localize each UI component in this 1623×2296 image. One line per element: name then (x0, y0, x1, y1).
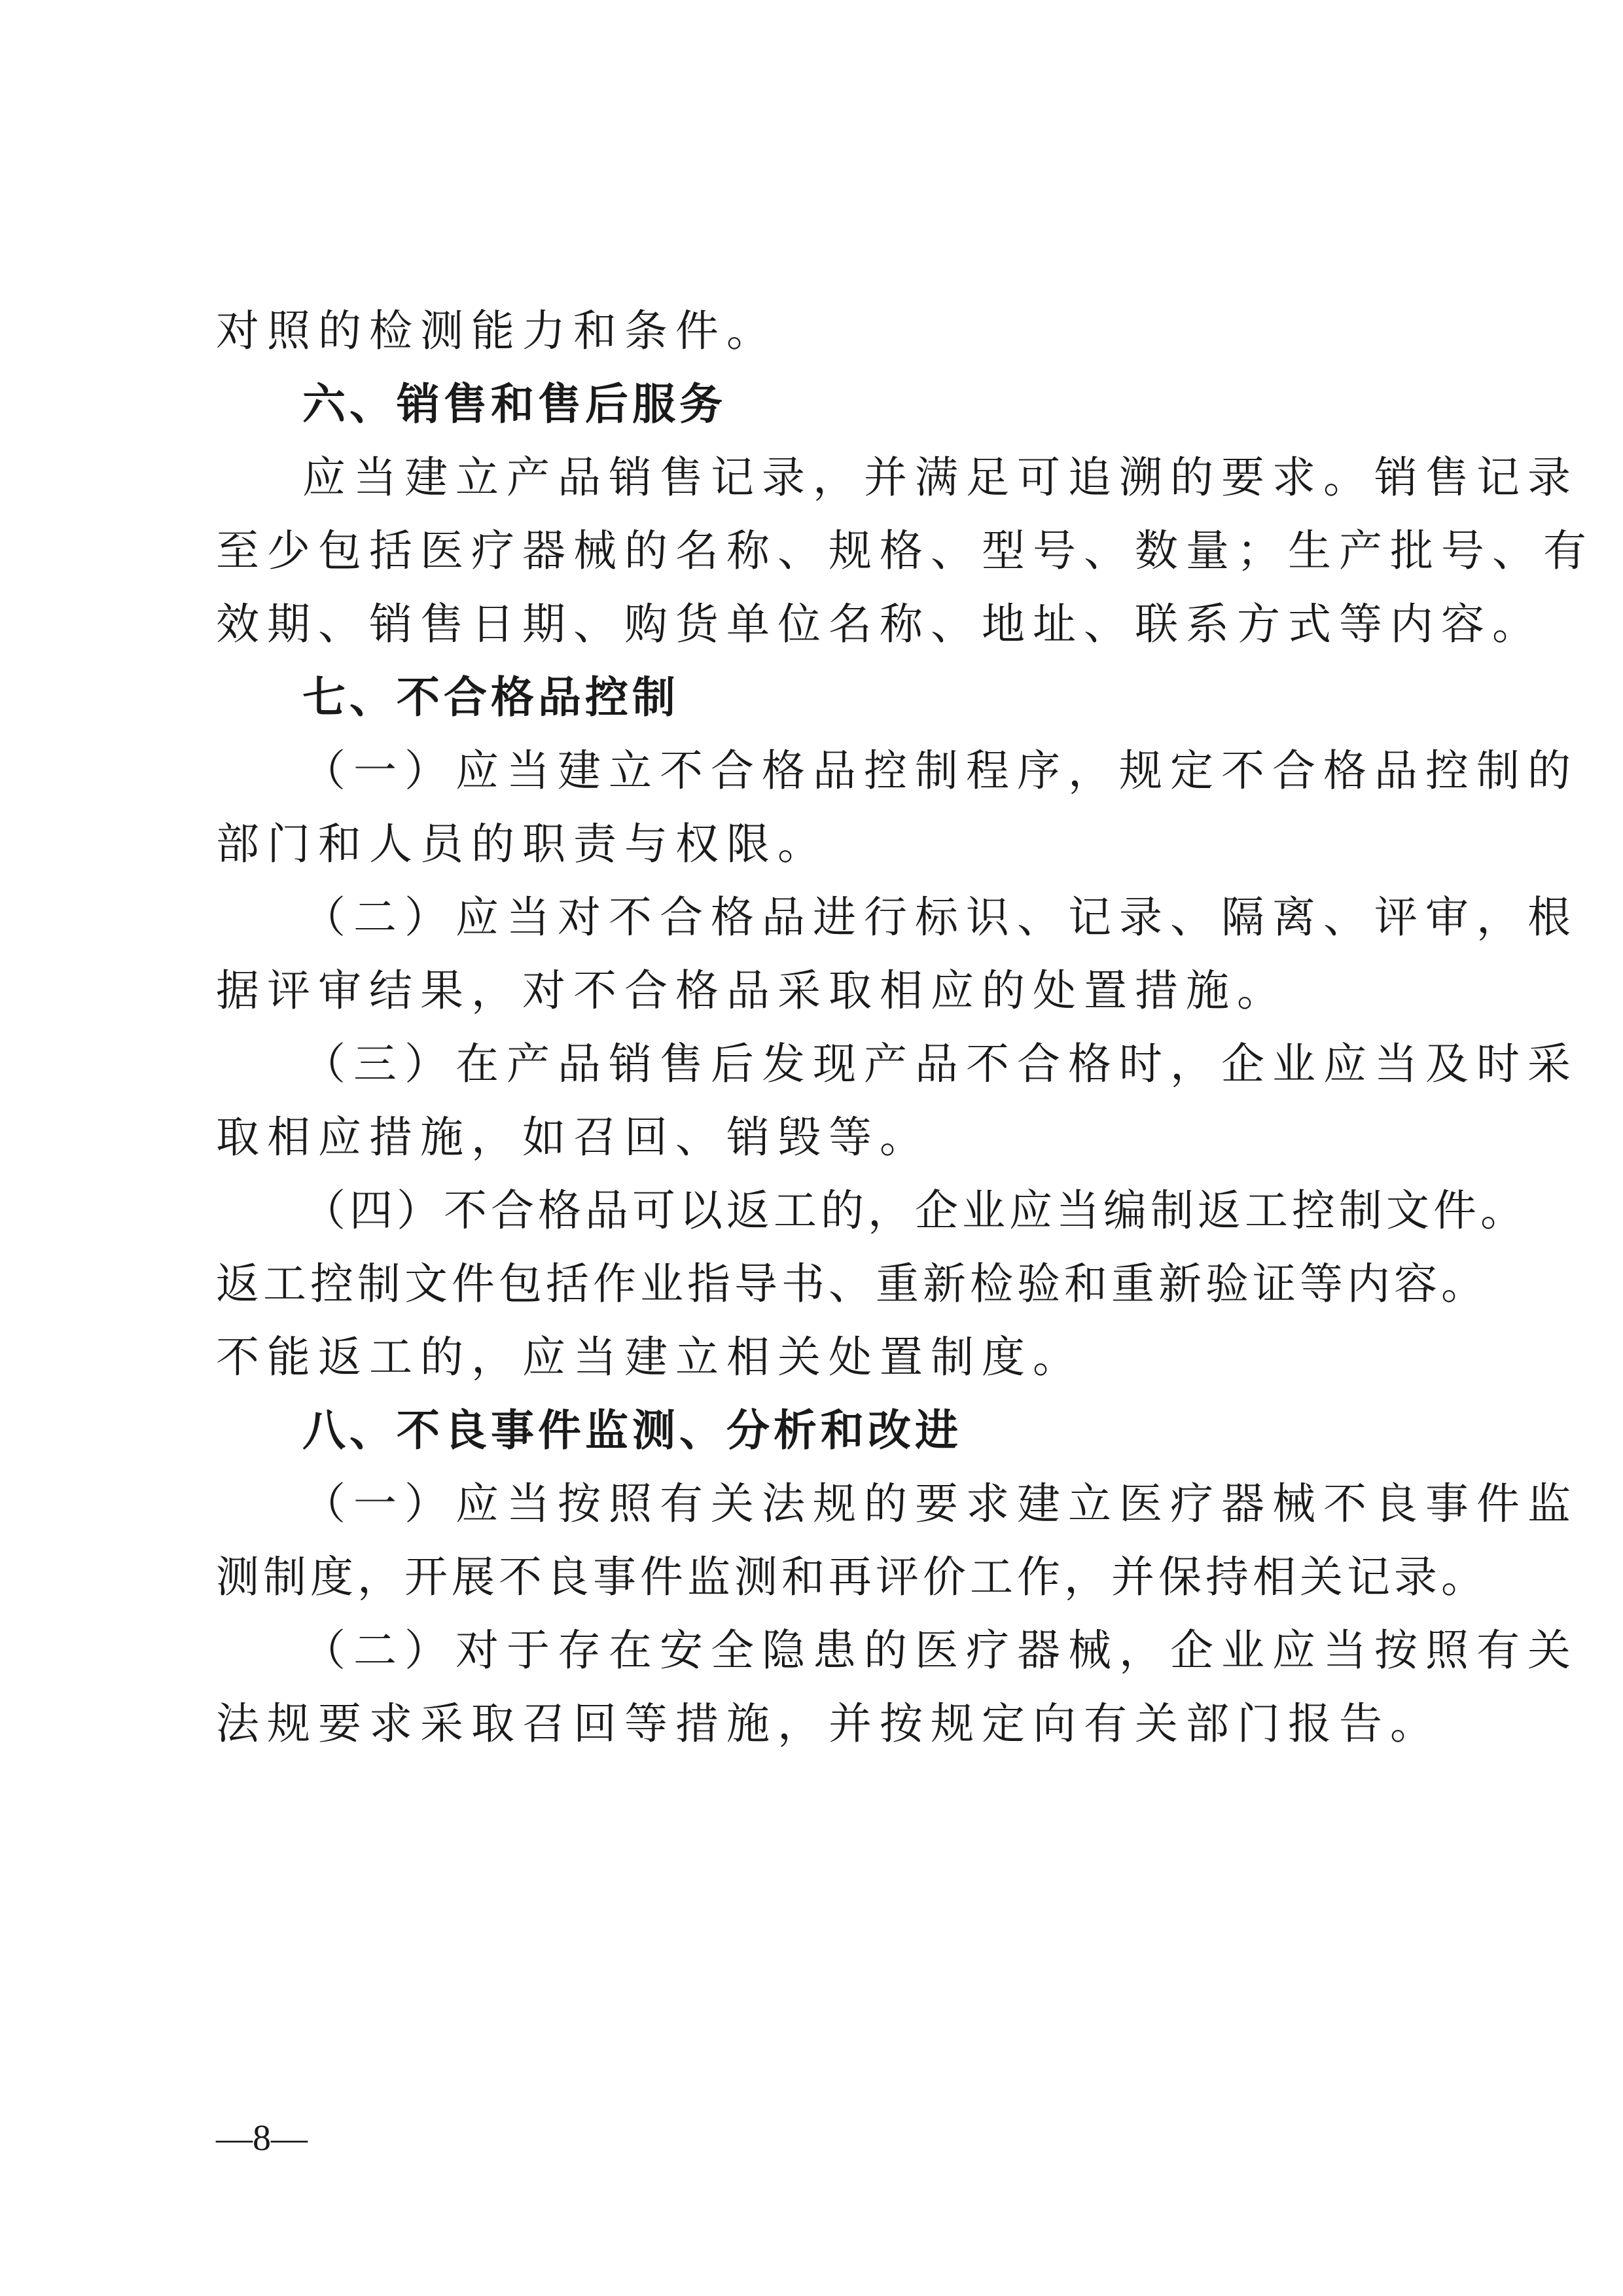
paragraph-line: 据评审结果，对不合格品采取相应的处置措施。 (216, 965, 1288, 1016)
paragraph-line: （一）应当按照有关法规的要求建立医疗器械不良事件监 (302, 1479, 1578, 1529)
paragraph-line: （二）应当对不合格品进行标识、记录、隔离、评审，根 (302, 892, 1578, 942)
paragraph-line: 返工控制文件包括作业指导书、重新检验和重新验证等内容。 (216, 1259, 1488, 1309)
paragraph-line: 效期、销售日期、购货单位名称、地址、联系方式等内容。 (216, 599, 1543, 649)
section-heading-7: 七、不合格品控制 (302, 672, 679, 723)
section-heading-6: 六、销售和售后服务 (302, 379, 726, 429)
paragraph-line: （二）对于存在安全隐患的医疗器械，企业应当按照有关 (302, 1625, 1578, 1676)
paragraph-line: 不能返工的，应当建立相关处置制度。 (216, 1332, 1084, 1382)
paragraph-line: 至少包括医疗器械的名称、规格、型号、数量；生产批号、有 (216, 526, 1594, 576)
section-heading-8: 八、不良事件监测、分析和改进 (302, 1405, 962, 1456)
paragraph-line: 部门和人员的职责与权限。 (216, 819, 829, 869)
paragraph-line: 对照的检测能力和条件。 (216, 306, 777, 356)
paragraph-line: （一）应当建立不合格品控制程序，规定不合格品控制的 (302, 745, 1578, 796)
paragraph-line: 应当建立产品销售记录，并满足可追溯的要求。销售记录 (302, 452, 1578, 503)
paragraph-line: 测制度，开展不良事件监测和再评价工作，并保持相关记录。 (216, 1552, 1488, 1602)
paragraph-line: （三）在产品销售后发现产品不合格时，企业应当及时采 (302, 1039, 1578, 1089)
paragraph-line: 法规要求采取召回等措施，并按规定向有关部门报告。 (216, 1698, 1441, 1749)
paragraph-line: （四）不合格品可以返工的，企业应当编制返工控制文件。 (302, 1185, 1527, 1236)
paragraph-line: 取相应措施，如召回、销毁等。 (216, 1112, 931, 1162)
page-number: —8— (216, 2118, 308, 2159)
